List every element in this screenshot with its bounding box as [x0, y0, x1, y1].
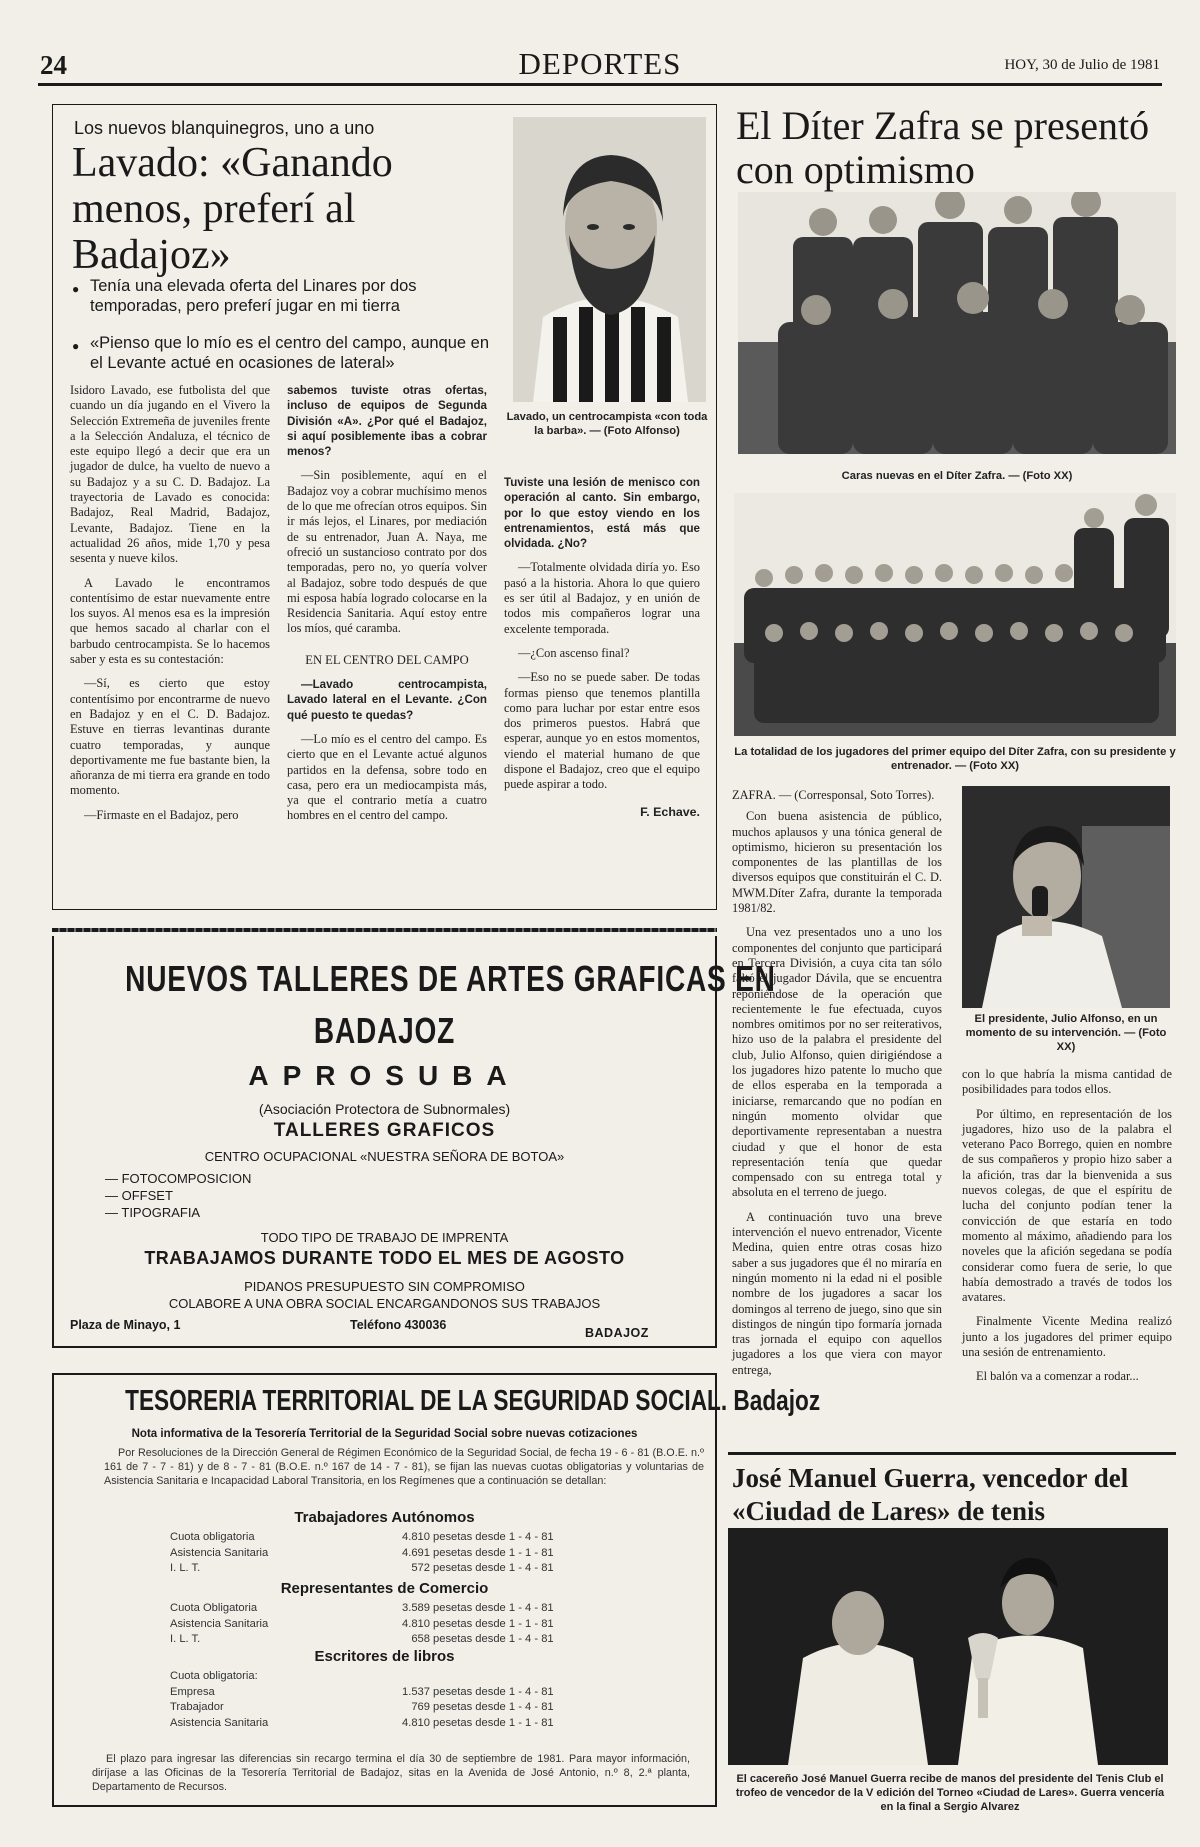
fee-row — [170, 1685, 590, 1701]
tesoreria-title — [52, 1385, 821, 1418]
fee-label: I. L. T. — [170, 1633, 201, 1645]
lavado-col3-paragraph: Tuviste una lesión de menisco con operación al canto. Sin embargo, por lo que estoy viendo en los entrenamientos, está más que olvidada. ¿No? — [504, 476, 700, 551]
ad-service-1: — FOTOCOMPOSICION — [105, 1171, 252, 1186]
zafra-paragraph: El balón va a comenzar a rodar... — [976, 1369, 1139, 1384]
ad-headline-2-text: BADAJOZ — [313, 1010, 456, 1051]
fee-amount: 572 — [411, 1562, 430, 1574]
lavado-col2-paragraph: —Lavado centrocampista, Lavado lateral en el Levante. ¿Con qué puesto te quedas? — [287, 678, 487, 722]
lavado-column-3 — [504, 475, 700, 820]
zafra-column-2 — [962, 1067, 1172, 1385]
ad-centro: CENTRO OCUPACIONAL «NUESTRA SEÑORA DE BOTOA» — [204, 1149, 565, 1164]
zafra-paragraph: A continuación tuvo una breve intervención el nuevo entrenador, Vicente Medina, quien entre otras cosas hizo saber a sus jugadores que él no miraría en ningún momento ni la edad ni el posible nombre de los jugadores a sacar los domingos al terreno de juego, sino que sin distingos de ningún tipo formaría jornada tras jornada el equipo con aquellos jugadores a los que viera con mayor entrega, — [732, 1209, 942, 1377]
tesoreria-escritores-table — [170, 1669, 590, 1731]
zafra-photo-1-caption: Caras nuevas en el Díter Zafra. — (Foto XX) — [841, 470, 1073, 482]
fee-detail: pesetas desde 1 - 4 - 81 — [433, 1701, 554, 1713]
section-title: DEPORTES — [518, 46, 682, 81]
lavado-kicker: Los nuevos blanquinegros, uno a uno — [74, 118, 375, 138]
lavado-col1-paragraph: A Lavado le encontramos contentísimo de estar nuevamente entre los suyos. Al menos esa es la impresión que hemos sacado al charlar con el barbudo centrocampista. Se lo hacemos saber y esta es su contestación: — [70, 575, 270, 667]
fee-detail: pesetas desde 1 - 4 - 81 — [433, 1531, 554, 1543]
tenis-trophy-graphic — [728, 1528, 1168, 1765]
fee-detail — [430, 1669, 590, 1685]
zafra-paragraph: Por último, en representación de los jugadores, hizo uso de la palabra el veterano Paco Borrego, quien en nombre de sus compañeros y propio hizo saber a la afición, tras dar la bienvenida a sus nuevos colegas, de que el espíritu de lucha del conjunto podían tener la convicción de que estaría en todo momento al máximo, añadiendo para los noveles que la afición segedana se podía considerar como fuera de serie, lo que había demostrado a través de todos los avatares. — [962, 1106, 1172, 1305]
fee-detail: pesetas desde 1 - 4 - 81 — [433, 1602, 554, 1614]
fee-label: Cuota obligatoria: — [170, 1670, 258, 1682]
ad-city: BADAJOZ — [585, 1326, 649, 1340]
fee-amount: 4.810 — [402, 1531, 430, 1543]
fee-row — [170, 1530, 590, 1546]
lavado-column-1 — [70, 383, 270, 823]
ad-service-3: — TIPOGRAFIA — [105, 1205, 201, 1220]
lavado-col3-paragraph: —Eso no se puede saber. De todas formas pienso que tenemos plantilla como para luchar por estar entre esos dos primeros puestos. Habrá que esperar, aunque yo en estos momentos, viendo el material humano de que dispone el Badajoz, creo que el equipo puede aspirar a todo. — [504, 670, 700, 792]
lavado-col3-paragraph: —¿Con ascenso final? — [518, 645, 630, 660]
ad-talleres: TALLERES GRAFICOS — [273, 1120, 496, 1141]
tesoreria-section-heading: Representantes de Comercio — [280, 1580, 489, 1597]
tesoreria-intro: Por Resoluciones de la Dirección General de Régimen Económico de la Seguridad Social, de fecha 19 - 6 - 81 (B.O.E. n.º 161 de 7 - 7 - 81) y de 8 - 7 - 81 (B.O.E. n.º 167 de 14 - 7 - 81), se fijan las nuevas cuotas obligatorias y voluntarias de Asistencia Sanitaria e Incapacidad Laboral Transitoria, en los Regímenes que a continuación se detallan: — [104, 1447, 704, 1487]
fee-detail: pesetas desde 1 - 4 - 81 — [433, 1562, 554, 1574]
lavado-photo-caption: Lavado, un centrocampista «con toda la barba». — (Foto Alfonso) — [506, 411, 708, 437]
zafra-paragraph: Con buena asistencia de público, muchos aplausos y una tónica general de optimismo, hicieron su presentación los componentes de las plantillas de los diversos equipos que constituirán el C. D. MWM.Díter Zafra, durante la temporada 1981/82. — [732, 809, 942, 916]
fee-amount — [370, 1669, 430, 1685]
tesoreria-subtitle: Nota informativa de la Tesorería Territorial de la Seguridad Social sobre nuevas cotizaciones — [131, 1428, 638, 1440]
tenis-photo-caption: El cacereño José Manuel Guerra recibe de manos del presidente del Tenis Club el trofeo de vencedor de la V edición del Torneo «Ciudad de Lares». Guerra vencería en la final a Sergio Alvarez — [735, 1773, 1165, 1813]
ad-todo-tipo: TODO TIPO DE TRABAJO DE IMPRENTA — [260, 1230, 509, 1245]
fee-detail: pesetas desde 1 - 1 - 81 — [433, 1716, 554, 1729]
lavado-bullet-1-text: Tenía una elevada oferta del Linares por dos temporadas, pero preferí jugar en mi tierra — [90, 277, 417, 315]
zafra-column-1 — [732, 788, 942, 1378]
zafra-tenis-divider — [728, 1452, 1176, 1455]
lavado-portrait-photo — [513, 117, 706, 402]
zafra-paragraph: Una vez presentados uno a uno los componentes del conjunto que participará en Tercera División, a cuya cita tan sólo faltó el jugador Dávila, que se encuentra reponiéndose de la operación que recientemente le fue efectuada, cuyos nombres omitimos por no ser reiterativos, hizo uso de la palabra el presidente del club, Julio Alfonso, quien dirigiéndose a los jugadores hizo patente lo mucho que de ellos esperaba en la temporada a iniciarse, remarcando que no podían en ningún momento olvidar que deportivamente representaban a nuestra ciudad y que el honor de esta representación tenía que quedar compensado con su entrega total y absoluta en el terreno de juego. — [732, 925, 942, 1200]
fee-amount: 769 — [411, 1701, 430, 1713]
ad-address: Plaza de Minayo, 1 — [70, 1318, 181, 1332]
header-rule — [38, 83, 1162, 86]
fee-row — [170, 1601, 590, 1617]
tenis-headline: José Manuel Guerra, vencedor del «Ciudad de Lares» de tenis — [732, 1463, 1129, 1526]
fee-amount: 4.691 — [402, 1546, 430, 1559]
tesoreria-section-heading: Trabajadores Autónomos — [294, 1509, 475, 1526]
lavado-portrait-graphic — [513, 117, 706, 402]
ad-headline-2 — [52, 1010, 717, 1052]
zafra-dateline: ZAFRA. — (Corresponsal, Soto Torres). — [732, 788, 935, 802]
fee-amount: 4.810 — [402, 1716, 430, 1729]
fee-detail: pesetas desde 1 - 1 - 81 — [433, 1546, 554, 1559]
lavado-headline: Lavado: «Ganando menos, preferí al Badajoz» — [72, 140, 393, 278]
zafra-paragraph: Finalmente Vicente Medina realizó junto a los jugadores del primer equipo una sesión de entrenamiento. — [962, 1314, 1172, 1360]
fee-label: Trabajador — [170, 1701, 224, 1713]
fee-label: Cuota Obligatoria — [170, 1602, 258, 1614]
fee-row — [170, 1546, 590, 1562]
lavado-col2-paragraph: —Sin posiblemente, aquí en el Badajoz voy a cobrar muchísimo menos de lo que me ofrecían otros equipos. Sin ir más lejos, el Linares, por mediación de su entrenador, Juan A. Naya, me ofreció un sustancioso contrato por dos temporadas, pero no, yo quería volver al Badajoz, sobre todo después de que mi esposa había logrado colocarse en la Residencia Sanitaria. Aquí estoy entre los míos, qué caramba. — [287, 468, 487, 636]
fee-label: Asistencia Sanitaria — [170, 1546, 269, 1559]
ad-org-full: (Asociación Protectora de Subnormales) — [258, 1101, 511, 1117]
tesoreria-section-heading: Escritores de libros — [314, 1648, 455, 1665]
tenis-trophy-photo — [728, 1528, 1168, 1765]
lavado-col1-paragraph: —Sí, es cierto que estoy contentísimo por encontrarme de nuevo en Badajoz y en el C. D. Badajoz. Estuve en tierras levantinas durante cuatro temporadas, y aunque deportivamente me fue bastante bien, la añoranza de mi tierra era grande en todo momento. — [70, 676, 270, 798]
zafra-squad-graphic — [734, 493, 1176, 736]
zafra-new-faces-photo — [738, 192, 1176, 454]
fee-row — [170, 1617, 590, 1633]
fee-amount: 1.537 — [402, 1685, 430, 1698]
fee-amount: 658 — [411, 1633, 430, 1645]
lavado-bullet-2-text: «Pienso que lo mío es el centro del campo, aunque en el Levante actué en ocasiones de lateral» — [90, 334, 490, 372]
zafra-team-graphic — [738, 192, 1176, 454]
lavado-col3-paragraph: —Totalmente olvidada diría yo. Eso pasó a la historia. Ahora lo que quiero es ser útil al Badajoz, y en unión de todos mis compañeros lograr una excelente temporada. — [504, 560, 700, 636]
lavado-bullet-1 — [90, 276, 495, 316]
zafra-president-photo — [962, 786, 1170, 1008]
fee-detail: pesetas desde 1 - 1 - 81 — [433, 1617, 554, 1630]
lavado-bullet-2 — [90, 333, 495, 373]
zafra-headline: El Díter Zafra se presentó con optimismo — [736, 103, 1150, 192]
zafra-photo-3-caption: El presidente, Julio Alfonso, en un momento de su intervención. — (Foto XX) — [965, 1013, 1167, 1053]
ad-agosto: TRABAJAMOS DURANTE TODO EL MES DE AGOSTO — [144, 1248, 625, 1268]
fee-row — [170, 1632, 590, 1648]
zafra-full-squad-photo — [734, 493, 1176, 736]
lavado-column-2 — [287, 383, 487, 824]
fee-label: Empresa — [170, 1685, 215, 1698]
fee-label: Cuota obligatoria — [170, 1531, 255, 1543]
zafra-president-graphic — [962, 786, 1170, 1008]
fee-amount: 4.810 — [402, 1617, 430, 1630]
tesoreria-comercio-table — [170, 1601, 590, 1648]
page-number: 24 — [40, 50, 67, 80]
fee-row — [170, 1561, 590, 1577]
ad-headline-1-text: NUEVOS TALLERES DE ARTES GRAFICAS EN — [125, 958, 776, 999]
ad-pidanos: PIDANOS PRESUPUESTO SIN COMPROMISO — [244, 1279, 525, 1294]
lavado-subhead: EN EL CENTRO DEL CAMPO — [305, 652, 469, 667]
fee-amount: 3.589 — [402, 1602, 430, 1614]
ad-org-name: APROSUBA — [248, 1060, 521, 1091]
fee-row — [170, 1669, 590, 1685]
lavado-col2-paragraph: sabemos tuviste otras ofertas, incluso de equipos de Segunda División «A». ¿Por qué el Badajoz, si aquí posiblemente ibas a cobrar menos? — [287, 384, 487, 459]
fee-row — [170, 1716, 590, 1732]
fee-row — [170, 1700, 590, 1716]
fee-label: Asistencia Sanitaria — [170, 1716, 269, 1729]
lavado-col2-paragraph: —Lo mío es el centro del campo. Es cierto que en el Levante actué algunos partidos en la defensa, sobre todo en casa, pero era un mediocampista más, ya que el contrario metía a cuatro hombres en el centro del campo. — [287, 731, 487, 823]
zafra-paragraph: con lo que habría la misma cantidad de posibilidades para todos ellos. — [962, 1067, 1172, 1097]
zafra-photo-2-caption: La totalidad de los jugadores del primer equipo del Díter Zafra, con su presidente y entrenador. — (Foto XX) — [734, 746, 1176, 772]
tesoreria-title-text: TESORERIA TERRITORIAL DE LA SEGURIDAD SOCIAL. Badajoz — [125, 1385, 821, 1417]
fee-label: Asistencia Sanitaria — [170, 1617, 269, 1630]
ad-headline-1 — [52, 958, 776, 1000]
fee-detail: pesetas desde 1 - 4 - 81 — [433, 1685, 554, 1698]
issue-date: HOY, 30 de Julio de 1981 — [1004, 57, 1160, 73]
ad-phone: Teléfono 430036 — [350, 1318, 447, 1332]
fee-detail: pesetas desde 1 - 4 - 81 — [433, 1633, 554, 1645]
tesoreria-footer: El plazo para ingresar las diferencias sin recargo termina el día 30 de septiembre de 1981. Para mayor información, diríjase a las Oficinas de la Tesorería Territorial de Badajoz, sitas en la Avenida de José Antonio, n.º 8, 2.ª planta, Departamento de Recursos. — [92, 1753, 690, 1793]
lavado-col1-paragraph: Isidoro Lavado, ese futbolista del que cuando un día jugando en el Vivero la Selección Extremeña de juveniles frente a la Selección Andaluza, el técnico de este equipo llegó a decir que era un jugador de dulce, ha vuelto de nuevo a su Badajoz y a su C. D. Badajoz. La trayectoria de Lavado es conocida: Badajoz, Real Madrid, Badajoz, Levante, Badajoz. Tiene en la actualidad 26 años, mide 1,70 y pesa sesenta y nueve kilos. — [70, 383, 270, 566]
lavado-col1-paragraph: —Firmaste en el Badajoz, pero — [84, 807, 239, 822]
fee-label: I. L. T. — [170, 1562, 201, 1574]
tesoreria-autonomos-table — [170, 1530, 590, 1577]
lavado-byline: F. Echave. — [640, 804, 700, 819]
ad-colabore: COLABORE A UNA OBRA SOCIAL ENCARGANDONOS SUS TRABAJOS — [168, 1296, 601, 1311]
ad-service-2: — OFFSET — [105, 1188, 173, 1203]
ad-top-rule — [52, 928, 717, 932]
